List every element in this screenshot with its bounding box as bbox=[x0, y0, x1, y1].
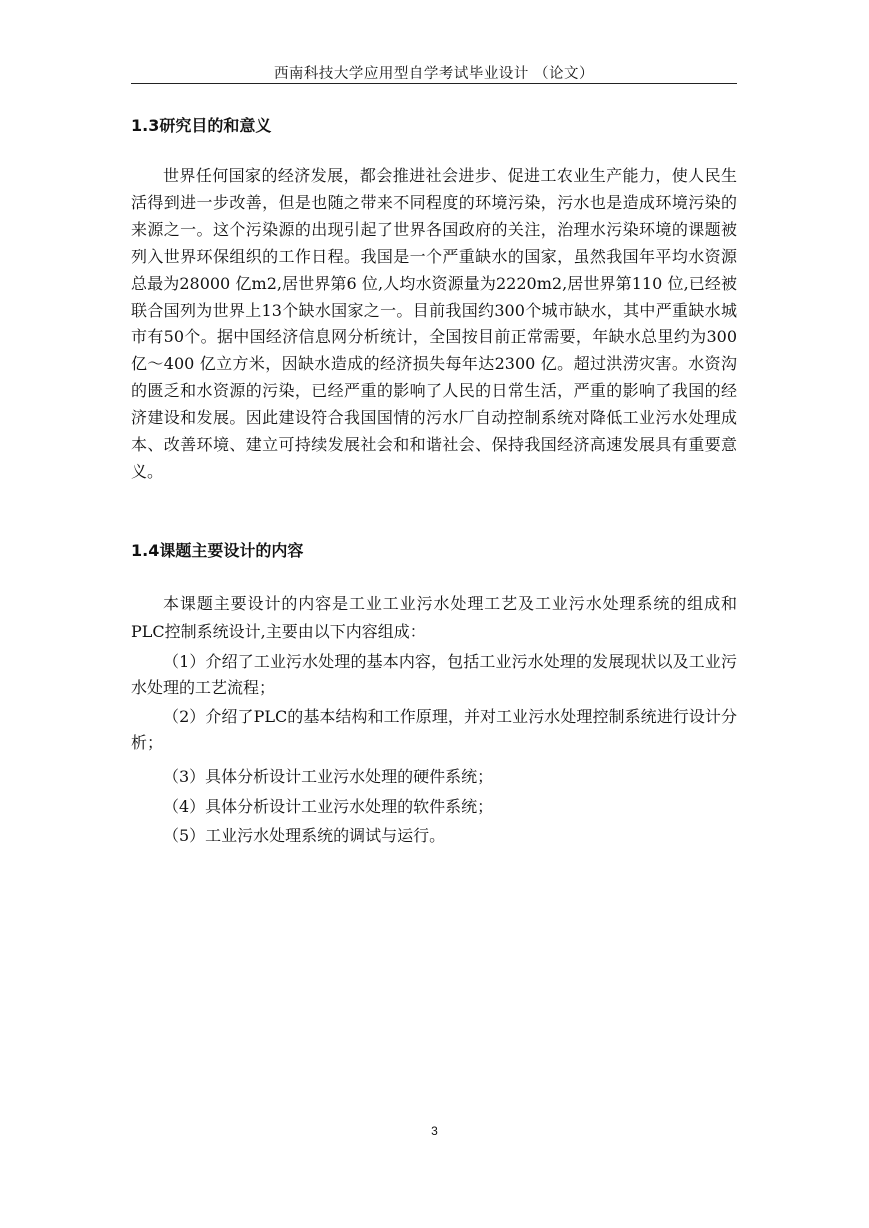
list-item: （3）具体分析设计工业污水处理的硬件系统； bbox=[163, 767, 494, 786]
section-1-4-intro: 本课题主要设计的内容是工业工业污水处理工艺及工业污水处理系统的组成和PLC控制系统设计,主要由以下内容组成： bbox=[131, 594, 737, 641]
section-heading-1-3: 1.3研究目的和意义 bbox=[131, 116, 272, 135]
list-item: （1）介绍了工业污水处理的基本内容，包括工业污水处理的发展现状以及工业污水处理的工艺流程； bbox=[131, 652, 737, 697]
page-number: 3 bbox=[431, 1124, 438, 1138]
list-item: （2）介绍了PLC的基本结构和工作原理，并对工业污水处理控制系统进行设计分析； bbox=[131, 707, 737, 752]
list-item: （5）工业污水处理系统的调试与运行。 bbox=[163, 826, 446, 845]
section-1-3-paragraph: 世界任何国家的经济发展，都会推进社会进步、促进工农业生产能力，使人民生活得到进一步改善，但是也随之带来不同程度的环境污染，污水也是造成环境污染的来源之一。这个污染源的出现引起了世界各国政府的关注，治理水污染环境的课题被列入世界环保组织的工作日程。我国是一个严重缺水的国家，虽然我国年平均水资源总最为28000 亿m2,居世界第6 位,人均水资源量为2220m2,居世界第110 位,已经被联合国列为世界上13个缺水国家之一。目前我国约300个城市缺水，其中严重缺水城市有50个。据中国经济信息网分析统计，全国按目前正常需要，年缺水总里约为300 亿～400 亿立方米，因缺水造成的经济损失每年达2300 亿。超过洪涝灾害。水资沟的匮乏和水资源的污染，已经严重的影响了人民的日常生活，严重的影响了我国的经济建设和发展。因此建设符合我国国情的污水厂自动控制系统对降低工业污水处理成本、改善环境、建立可持续发展社会和和谐社会、保持我国经济高速发展具有重要意义。 bbox=[131, 166, 737, 481]
list-item: （4）具体分析设计工业污水处理的软件系统； bbox=[163, 797, 494, 816]
header-divider bbox=[131, 83, 737, 84]
page-header: 西南科技大学应用型自学考试毕业设计 （论文） bbox=[273, 66, 595, 82]
section-heading-1-4: 1.4课题主要设计的内容 bbox=[131, 541, 304, 560]
